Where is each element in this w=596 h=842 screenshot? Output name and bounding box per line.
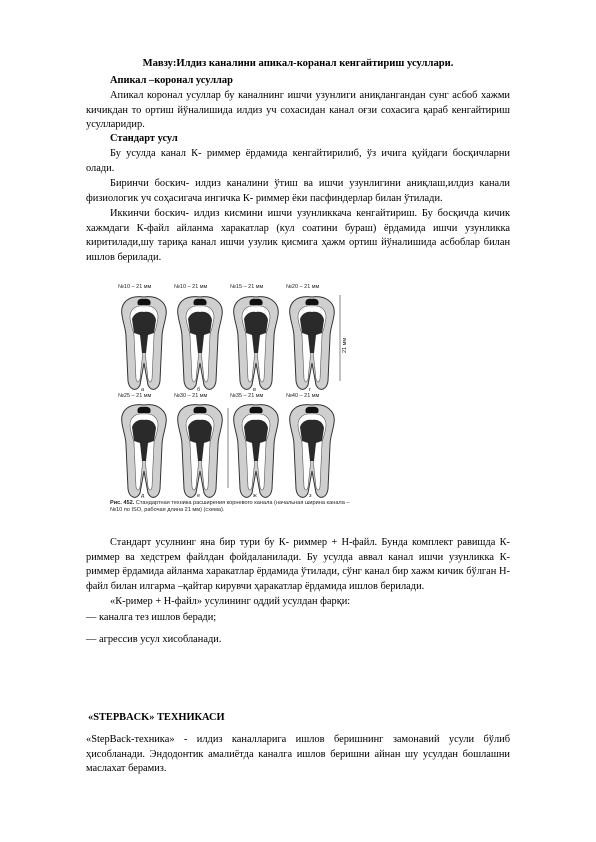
paragraph-difference-intro: «К-ример + Н-файл» усулининг оддий усулдан фарқи: (110, 596, 351, 607)
tooth-diagram-svg (110, 283, 350, 498)
fig-letter-d: г (309, 387, 312, 393)
fig-letter-c: в (253, 387, 256, 393)
tooth-diagram-figure (110, 283, 350, 531)
fig-letter-f: е (197, 493, 201, 498)
paragraph-stage-one: Биринчи боскич- илдиз каналини ўтиш ва ишчи узунлигини аниқлаш,илдиз канали физиологик уч соҳасигача ингичка К- риммер ёки пасфиндерлар билан ўтилади. (86, 178, 510, 204)
list-item-aggressive: — агрессив усул хисобланади. (86, 634, 222, 645)
paragraph-apical-definition: Апикал коронал усуллар бу каналнинг ишчи узунлиги аниқлангандан сунг асбоб хажми кичикдан то ортиш йўналишида илдиз уч сохасидан канал оғзи сохасига қараб кенгайтириш усулларидир. (86, 90, 510, 131)
tooth-row-top (122, 295, 340, 389)
fig-letter-b: б (197, 387, 201, 393)
heading-standard-method: Стандарт усул (110, 133, 178, 144)
fig-label-h: №40 – 21 мм (286, 393, 320, 399)
fig-letter-h: з (309, 493, 312, 498)
paragraph-k-reamer-h-file: Стандарт усулнинг яна бир тури бу К- риммер + Н-файл. Бунда комплект равишда К-риммер ва хедстрем файлдан фойдаланилади. Бу усулда аввал канал ишчи узунликка К-риммер ёрдамида айланма харакатлар ёрдамида ўтилади, сўнг канал бир хажм кичик бўлган Н- файл билан илгарма –қайтар кирувчи ҳаракатлар ёрдамида ишлов берилади. (86, 537, 510, 592)
heading-apical-coronal: Апикал –коронал усуллар (110, 75, 233, 86)
figure-caption-number: Рис. 452. (110, 500, 135, 506)
fig-label-d: №20 – 21 мм (286, 284, 320, 290)
fig-letter-g: ж (253, 493, 257, 498)
tooth-row-bottom (122, 405, 335, 498)
fig-label-c: №15 – 21 мм (230, 284, 264, 290)
fig-label-a: №10 – 21 мм (118, 284, 152, 290)
document-title: Мавзу:Илдиз каналини апикал-коранал кенгайтириш усуллари. (142, 58, 454, 69)
list-item-fast-treatment: — каналга тез ишлов беради; (86, 612, 217, 623)
fig-label-g: №35 – 21 мм (230, 393, 264, 399)
fig-letter-a: а (141, 387, 145, 393)
fig-label-f: №30 – 21 мм (174, 393, 208, 399)
paragraph-stepback-intro: «StepBack-техника» - илдиз каналларига ишлов беришнинг замонавий усули бўлиб ҳисобланади. Эндодонтик амалиётда каналга ишлов беришни айнан шу усулдан бошлашни маслахат берамиз. (86, 734, 510, 775)
fig-dimension-label: 21 мм (342, 337, 348, 353)
figure-caption (110, 500, 350, 514)
fig-letter-e: д (141, 493, 145, 498)
figure-caption-text: Стандартная техника расширения корневого канала (начальная ширина канала – №10 по ISO, рабочая длина 21 мм) (схема). (110, 500, 350, 514)
fig-label-e: №25 – 21 мм (118, 393, 152, 399)
paragraph-standard-intro: Бу усулда канал К- риммер ёрдамида кенгайтирилиб, ўз ичига қуйдаги босқичларни олади. (86, 148, 510, 174)
paragraph-stage-two: Иккинчи боскич- илдиз кисмини ишчи узунликкача кенгайтириш. Бу босқичда кичик хажмдаги К-файл айланма харакатлар (кул соатини бураш) ёрдамида ишчи узунликка киритилади,шу тариқа канал ишчи узулик қисмига ҳажм ортиш йўналишида асбоблар билан ишлов берилади. (86, 208, 510, 263)
heading-stepback: «STEPBACK» ТЕХНИКАСИ (88, 712, 225, 723)
fig-label-b: №10 – 21 мм (174, 284, 208, 290)
